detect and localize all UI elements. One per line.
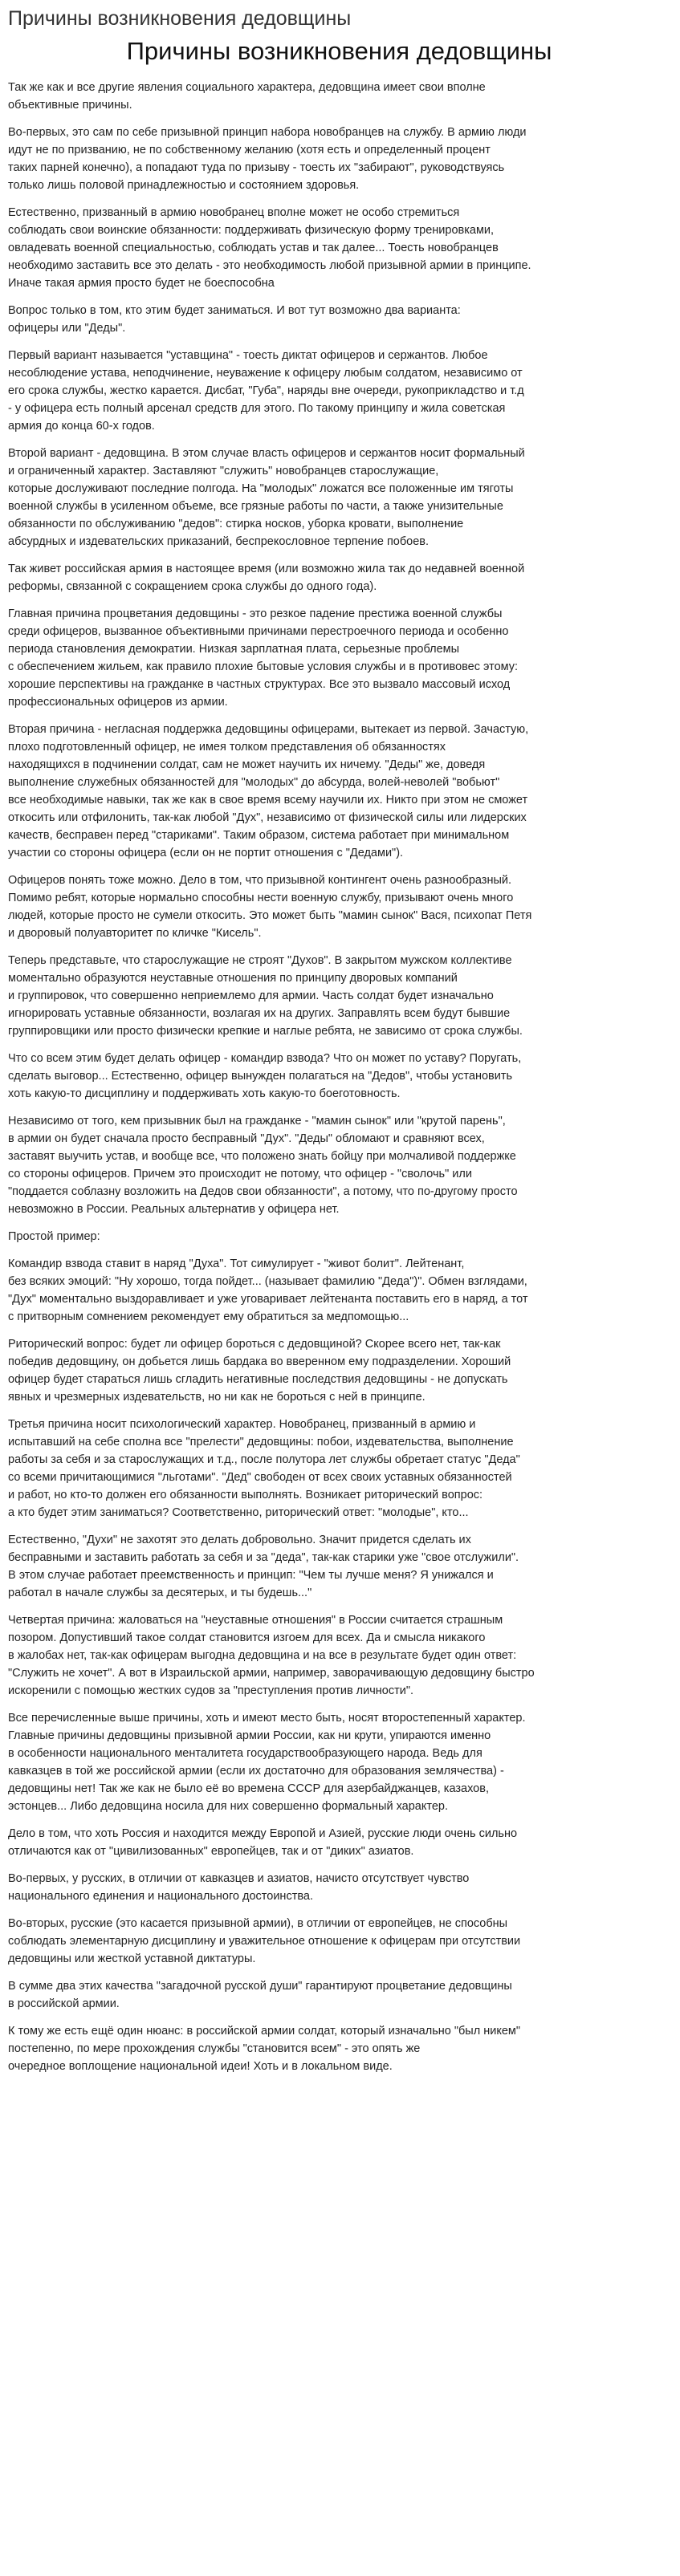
article-body	[8, 79, 670, 2075]
article-paragraph: Что со всем этим будет делать офицер - командир взвода? Что он может по уставу? Поругать, сделать выговор... Естественно, офицер вынужден полагаться на "Дедов", чтобы установить хоть какую-то дисциплину и поддерживать хоть какую-то боеготовность.	[8, 1052, 522, 1100]
article-paragraph: Второй вариант - дедовщина. В этом случае власть офицеров и сержантов носит формальный и ограниченный характер. Заставляют "служить" новобранцев старослужащие, которые дослуживают последние полгода. На "молодых" ложатся все положенные им тяготы военной службы в усиленном объеме, все грязные работы по части, а также унизительные обязанности по обслуживанию "дедов": стирка носков, уборка кровати, выполнение абсурдных и издевательских приказаний, беспрекословное терпение побоев.	[8, 447, 525, 548]
article-paragraph: Вопрос только в том, кто этим будет заниматься. И вот тут возможно два варианта: офицеры или "Деды".	[8, 304, 461, 335]
page-header-title: Причины возникновения дедовщины	[8, 7, 352, 30]
article-title: Причины возникновения дедовщины	[126, 37, 552, 65]
article-paragraph: Во-вторых, русские (это касается призывной армии), в отличии от европейцев, не способны соблюдать элементарную дисциплину и уважительное отношение к офицерам при отсутствии дедовщины или жесткой уставной диктатуры.	[8, 1917, 521, 1965]
article-paragraph: Так же как и все другие явления социального характера, дедовщина имеет свои вполне объективные причины.	[8, 81, 486, 112]
article-paragraph: Естественно, призванный в армию новобранец вполне может не особо стремиться соблюдать свои воинские обязанности: поддерживать физическую форму тренировками, овладевать военной специальностью, соблюдать устав и так далее... Тоесть новобранцев необходимо заставить все это делать - это необходимость любой призывной армии в принципе. Иначе такая армия просто будет не боеспособна	[8, 206, 531, 290]
article-paragraph: Во-первых, у русских, в отличии от кавказцев и азиатов, начисто отсутствует чувство национального единения и национального достоинства.	[8, 1872, 470, 1903]
article-paragraph: Во-первых, это сам по себе призывной принцип набора новобранцев на службу. В армию люди идут не по призванию, не по собственному желанию (хотя есть и определенный процент таких парней конечно), а попадают туда по призыву - тоесть их "забирают", руководствуясь только лишь половой принадлежностью и состоянием здоровья.	[8, 126, 527, 192]
article-paragraph: Вторая причина - негласная поддержка дедовщины офицерами, вытекает из первой. Зачастую, плохо подготовленный офицер, не имея толком представления об обязанностях находящихся в подчинении солдат, сам не может научить их ничему. "Деды" же, доведя выполнение служебных обязанностей для "молодых" до абсурда, волей-неволей "вобьют" все необходимые навыки, так же как в свое время всему научили их. Никто при этом не сможет откосить или отфилонить, так-как любой "Дух", независимо от физической силы или лидерских качеств, бесправен перед "стариками". Таким образом, система работает при минимальном участии со стороны офицера (если он не портит отношения с "Дедами").	[8, 723, 529, 859]
article-paragraph: Офицеров понять тоже можно. Дело в том, что призывной контингент очень разнообразный. Помимо ребят, которые нормально способны нести военную службу, призывают очень много людей, которые просто не сумели откосить. Это может быть "мамин сынок" Вася, психопат Петя и дворовый полуавторитет по кличке "Кисель".	[8, 874, 532, 940]
article-paragraph: Первый вариант называется "уставщина" - тоесть диктат офицеров и сержантов. Любое несоблюдение устава, неподчинение, неуважение к офицеру любым солдатом, независимо от его срока службы, жестко карается. Дисбат, "Губа", наряды вне очереди, рукоприкладство и т.д - у офицера есть полный арсенал средств для этого. По такому принципу и жила советская армия до конца 60-х годов.	[8, 349, 524, 433]
article-paragraph: Теперь представьте, что старослужащие не строят "Духов". В закрытом мужском коллективе моментально образуются неуставные отношения по принципу дворовых компаний и группировок, что совершенно неприемлемо для армии. Часть солдат будет изначально игнорировать уставные обязанности, возлагая их на других. Заправлять всем будут бывшие группировщики или просто физически крепкие и наглые ребята, не зависимо от срока службы.	[8, 954, 523, 1038]
article-paragraph: Риторический вопрос: будет ли офицер бороться с дедовщиной? Скорее всего нет, так-как победив дедовщину, он добьется лишь бардака во вверенном ему подразделении. Хороший офицер будет стараться лишь сгладить негативные последствия дедовщины - не допускать явных и чрезмерных издевательств, но ни как не бороться с ней в принципе.	[8, 1338, 511, 1404]
article-paragraph: Главная причина процветания дедовщины - это резкое падение престижа военной службы среди офицеров, вызванное объективными причинами перестроечного периода и особенно периода становления демократии. Низкая зарплатная плата, серьезные проблемы с обеспечением жильем, как правило плохие бытовые условия службы и в противовес этому: хорошие перспективы на гражданке в частных структурах. Все это вызвало массовый исход профессиональных офицеров из армии.	[8, 607, 519, 709]
article-paragraph: Все перечисленные выше причины, хоть и имеют место быть, носят второстепенный характер. Главные причины дедовщины призывной армии России, как ни крути, упираются именно в особенности национального менталитета государствообразующего народа. Ведь для кавказцев в той же российской армии (если их достаточно для образования землячества) - дедовщины нет! Так же как не было её во времена СССР для азербайджанцев, казахов, эстонцев... Либо дедовщина носила для них совершенно формальный характер.	[8, 1712, 526, 1813]
article-paragraph: Так живет российская армия в настоящее время (или возможно жила так до недавней военной реформы, связанной с сокращением срока службы до одного года).	[8, 563, 525, 593]
article-paragraph: Простой пример:	[8, 1230, 100, 1243]
article-paragraph: Естественно, "Духи" не захотят это делать добровольно. Значит придется сделать их бесправными и заставить работать за себя и за "деда", так-как старики уже "свое отслужили". В этом случае работает преемственность и принцип: "Чем ты лучше меня? Я унижался и работал в начале службы за десятерых, и ты будешь..."	[8, 1534, 519, 1599]
article-paragraph: К тому же есть ещё один нюанс: в российской армии солдат, который изначально "был никем" постепенно, по мере прохождения службы "становится всем" - это опять же очередное воплощение национальной идеи! Хоть и в локальном виде.	[8, 2025, 520, 2073]
article-paragraph: Независимо от того, кем призывник был на гражданке - "мамин сынок" или "крутой парень", в армии он будет сначала просто бесправный "Дух". "Деды" обломают и сравняют всех, заставят выучить устав, и вообще все, что положено знать бойцу при молчаливой поддержке со стороны офицеров. Причем это происходит не потому, что офицер - "сволочь" или "поддается соблазну возложить на Дедов свои обязанности", а потому, что по-другому просто невозможно в России. Реальных альтернатив у офицера нет.	[8, 1115, 518, 1216]
article-paragraph: Командир взвода ставит в наряд "Духа". Тот симулирует - "живот болит". Лейтенант, без всяких эмоций: "Ну хорошо, тогда пойдет... (называет фамилию "Деда")". Обмен взглядами, "Дух" моментально выздоравливает и уже уговаривает лейтенанта поставить его в наряд, а тот с притворным сомнением рекомендует ему обратиться за медпомощью...	[8, 1258, 528, 1323]
article-paragraph: Дело в том, что хоть Россия и находится между Европой и Азией, русские люди очень сильно отличаются как от "цивилизованных" европейцев, так и от "диких" азиатов.	[8, 1827, 518, 1858]
article-paragraph: Четвертая причина: жаловаться на "неуставные отношения" в России считается страшным позором. Допустивший такое солдат становится изгоем для всех. Да и смысла никакого в жалобах нет, так-как офицерам выгодна дедовщина и на все в результате будет один ответ: "Служить не хочет". А вот в Израильской армии, например, заворачивающую дедовщину быстро искоренили с помощью жестких судов за "преступления против личности".	[8, 1614, 535, 1697]
article-paragraph: В сумме два этих качества "загадочной русской души" гарантируют процветание дедовщины в российской армии.	[8, 1980, 512, 2010]
article-paragraph: Третья причина носит психологический характер. Новобранец, призванный в армию и испытавший на себе сполна все "прелести" дедовщины: побои, издевательства, выполнение работы за себя и за старослужащих и т.д., после полутора лет службы обретает статус "Деда" со всеми причитающимися "льготами". "Дед" свободен от всех своих уставных обязанностей и работ, но кто-то должен его обязанности выполнять. Возникает риторический вопрос: а кто будет этим заниматься? Соответственно, риторический ответ: "молодые", кто...	[8, 1418, 520, 1519]
